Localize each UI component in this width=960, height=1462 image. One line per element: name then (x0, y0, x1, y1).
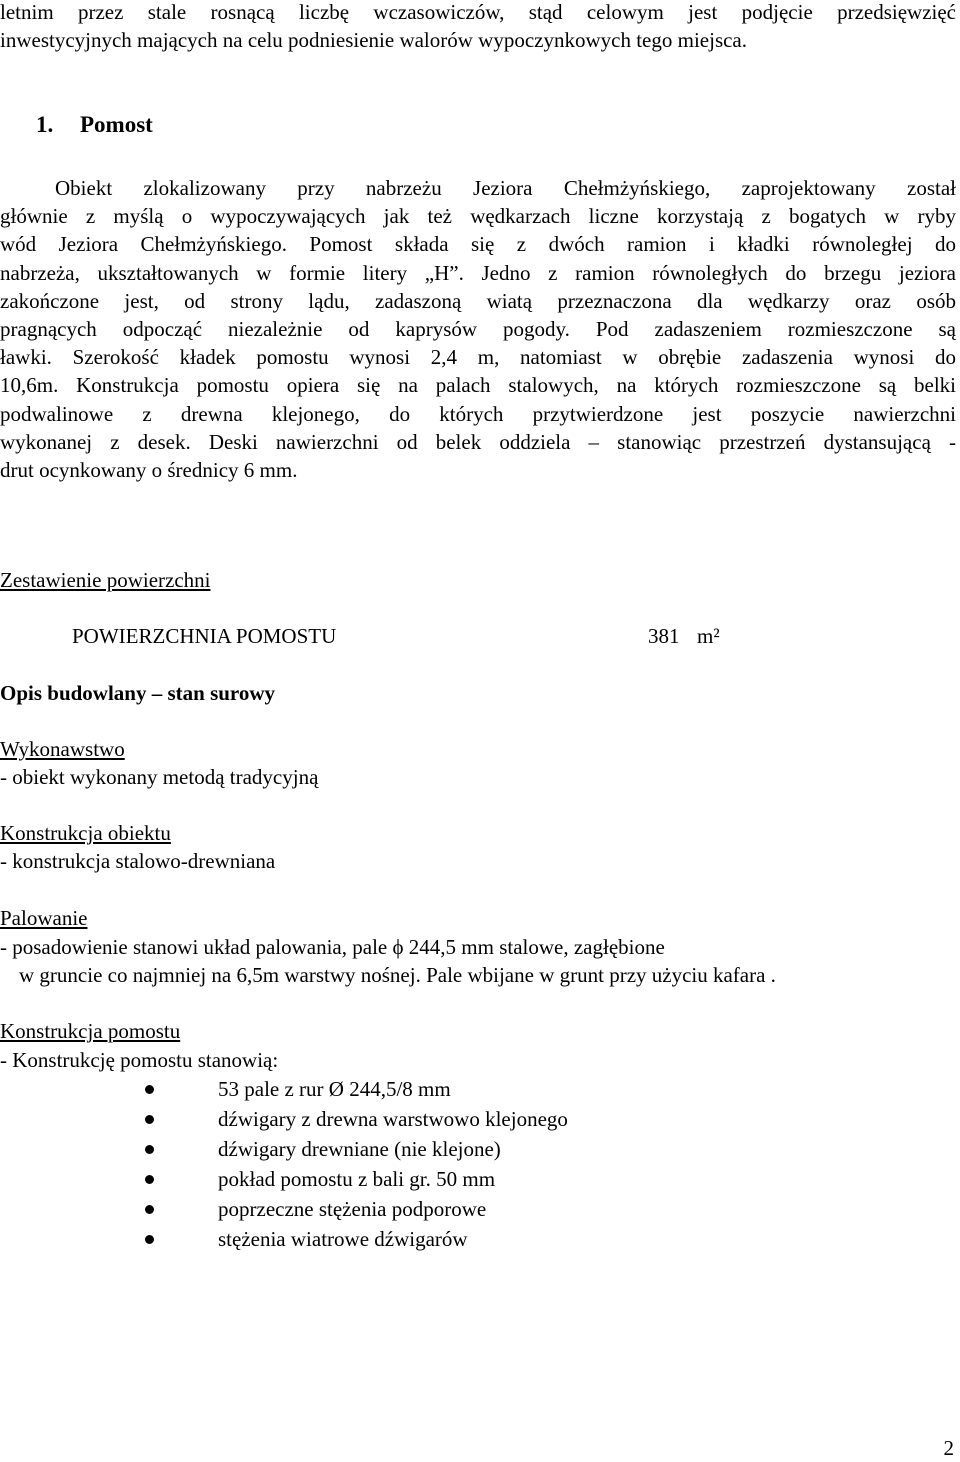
summary-title: Zestawienie powierzchni (0, 568, 211, 592)
intro-line: inwestycyjnych mających na celu podniesienie walorów wypoczynkowych tego miejsca. (0, 28, 748, 52)
paragraph-line: podwalinowe z drewna klejonego, do których przytwierdzone jest poszycie nawierzchni (0, 401, 956, 426)
list-item (0, 1164, 568, 1194)
paragraph-line: wykonanej z desek. Deski nawierzchni od belek oddziela – stanowiąc przestrzeń dystansującą - (0, 429, 956, 454)
list-item (0, 1074, 568, 1104)
wykonawstwo-text: - obiekt wykonany metodą tradycyjną (0, 765, 319, 789)
konstrukcja-pomostu-list (0, 1074, 568, 1254)
list-item-text: pokład pomostu z bali gr. 50 mm (218, 1167, 496, 1191)
summary-value: 381 (648, 624, 680, 648)
konstrukcja-obiektu-title: Konstrukcja obiektu (0, 821, 171, 845)
paragraph-line: pragnących odpocząć niezależnie od kaprysów pogody. Pod zadaszeniem rozmieszczone są (0, 317, 956, 342)
konstrukcja-obiektu-text: - konstrukcja stalowo-drewniana (0, 849, 276, 873)
section-paragraph (0, 174, 956, 484)
intro-line: letnim przez stale rosnącą liczbę wczasowiczów, stąd celowym jest podjęcie przedsięwzięć (0, 0, 956, 24)
bullet-icon (145, 1145, 154, 1154)
list-item (0, 1224, 568, 1254)
bullet-icon (145, 1205, 154, 1214)
bullet-icon (145, 1115, 154, 1124)
section-number: 1. (36, 112, 54, 137)
paragraph-line: zakończone jest, od strony lądu, zadaszoną wiatą przeznaczona dla wędkarzy oraz osób (0, 288, 956, 313)
konstrukcja-pomostu-intro: - Konstrukcję pomostu stanowią: (0, 1048, 279, 1072)
list-item (0, 1104, 568, 1134)
list-item (0, 1134, 568, 1164)
list-item-text: dźwigary z drewna warstwowo klejonego (218, 1107, 568, 1131)
list-item (0, 1194, 568, 1224)
summary-label: POWIERZCHNIA POMOSTU (72, 624, 337, 648)
bullet-icon (145, 1085, 154, 1094)
palowanie-title: Palowanie (0, 906, 88, 930)
list-item-text: 53 pale z rur Ø 244,5/8 mm (218, 1077, 451, 1101)
palowanie-line: w gruncie co najmniej na 6,5m warstwy nośnej. Pale wbijane w grunt przy użyciu kafara . (19, 963, 776, 987)
list-item-text: poprzeczne stężenia podporowe (218, 1197, 487, 1221)
section-title: Pomost (80, 112, 153, 137)
list-item-text: stężenia wiatrowe dźwigarów (218, 1227, 468, 1251)
paragraph-line: nabrzeża, ukształtowanych w formie litery „H”. Jedno z ramion równoległych do brzegu jeziora (0, 260, 956, 285)
wykonawstwo-title: Wykonawstwo (0, 737, 125, 761)
konstrukcja-pomostu-title: Konstrukcja pomostu (0, 1019, 181, 1043)
list-item-text: dźwigary drewniane (nie klejone) (218, 1137, 501, 1161)
paragraph-line: ławki. Szerokość kładek pomostu wynosi 2,4 m, natomiast w obrębie zadaszenia wynosi do (0, 345, 956, 370)
page-number: 2 (943, 1436, 954, 1460)
opis-title: Opis budowlany – stan surowy (0, 681, 276, 705)
summary-unit: m² (697, 624, 720, 648)
paragraph-line: wód Jeziora Chełmżyńskiego. Pomost składa się z dwóch ramion i kładki równoległej do (0, 232, 956, 257)
paragraph-line: 10,6m. Konstrukcja pomostu opiera się na palach stalowych, na których rozmieszczone są belki (0, 373, 956, 398)
bullet-icon (145, 1235, 154, 1244)
palowanie-line: - posadowienie stanowi układ palowania, pale ϕ 244,5 mm stalowe, zagłębione (0, 935, 665, 959)
paragraph-line: Obiekt zlokalizowany przy nabrzeżu Jeziora Chełmżyńskiego, zaprojektowany został (55, 176, 956, 200)
bullet-icon (145, 1175, 154, 1184)
paragraph-line: głównie z myślą o wypoczywających jak też wędkarzach liczne korzystają z bogatych w ryby (0, 204, 956, 229)
intro-paragraph (0, 0, 956, 54)
paragraph-line: drut ocynkowany o średnicy 6 mm. (0, 458, 298, 483)
